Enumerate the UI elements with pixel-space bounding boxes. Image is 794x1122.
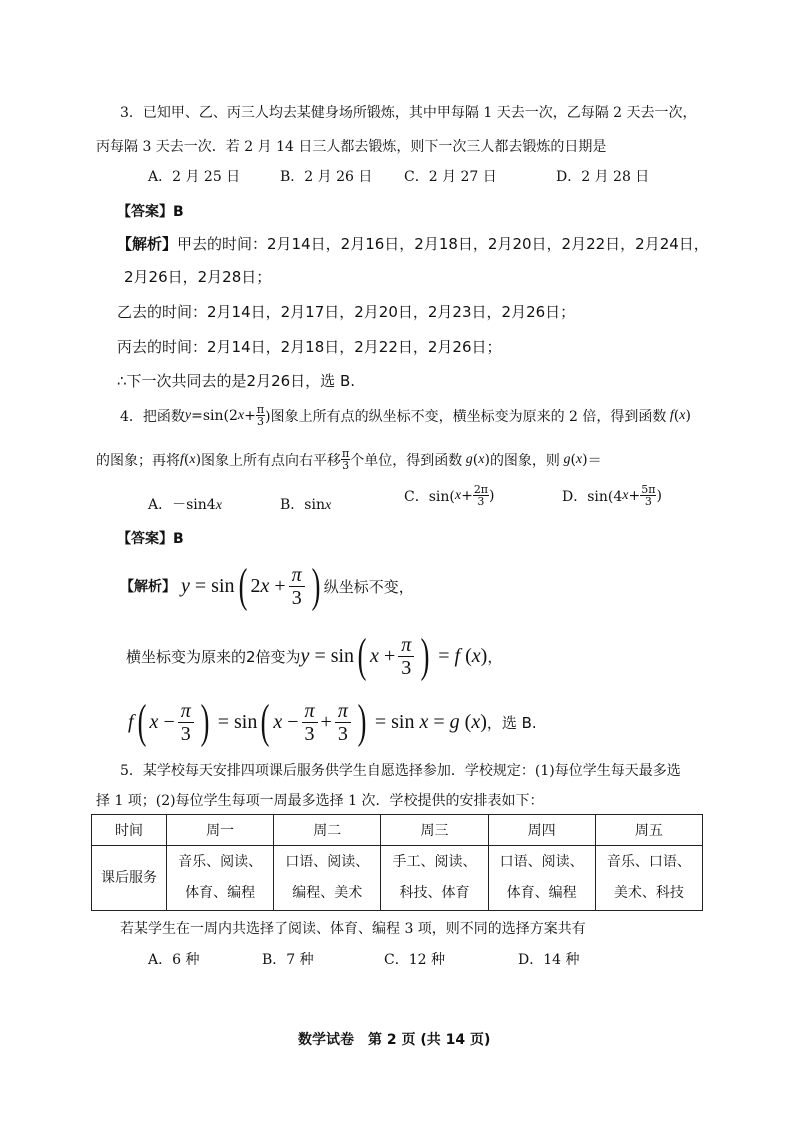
q5-option-b: B．7 种 bbox=[262, 952, 314, 968]
q4-answer bbox=[117, 528, 184, 548]
q3-stem-line2: 丙每隔 3 天去一次．若 2 月 14 日三人都去锻炼，则下一次三人都去锻炼的日期是 bbox=[96, 139, 607, 155]
table-header-cell: 时间 bbox=[92, 815, 167, 846]
table-header-cell: 周四 bbox=[488, 815, 595, 846]
q4-analysis-formula2: 横坐标变为原来的2倍变为 y = sin ( x + π 3 ) = f ( x ) ， bbox=[126, 629, 503, 682]
q4-option-b: B．sinx bbox=[280, 497, 332, 513]
q5-option-d: D．14 种 bbox=[518, 952, 580, 968]
table-header-cell: 周三 bbox=[381, 815, 488, 846]
analysis-label: 【解析】 bbox=[117, 235, 178, 253]
analysis-text: 甲去的时间：2月14日，2月16日，2月18日，2月20日，2月22日，2月24日， bbox=[177, 235, 709, 253]
q4-option-c: C．sin( x + $\frac{2\pi}{3}$ ) bbox=[404, 483, 495, 508]
q3-analysis-line4: 丙去的时间：2月14日，2月18日，2月22日，2月26日； bbox=[117, 338, 502, 356]
q3-analysis-line1 bbox=[117, 233, 709, 254]
q4-analysis-formula1: 【解析】 y = sin ( 2 x + π 3 ) 纵坐标不变， bbox=[120, 559, 414, 612]
q4-stem-line2: 的图象；再将 f ( x ) 图象上所有点向右平移 $\frac{\pi}{3}$ 个单位，得到函数 g ( x ) 的图象，则 g ( x ) ＝ bbox=[96, 447, 602, 472]
page-footer: 数学试卷 第 2 页 (共 14 页) bbox=[298, 1032, 491, 1048]
q4-option-a: A．－sin4x bbox=[148, 497, 222, 513]
table-cell: 口语、阅读、编程、美术 bbox=[274, 846, 381, 911]
q4-stem-line1: 4．把函数 y =sin(2 x + $\frac{\pi}{3}$ )图象上所有点的纵坐标不变，横坐标变为原来的 2 倍，得到函数 f ( x ) bbox=[120, 403, 691, 428]
table-header-cell: 周五 bbox=[595, 815, 702, 846]
q3-analysis-line5: ∴下一次共同去的是2月26日，选 B. bbox=[117, 372, 356, 390]
answer-label: 【答案】 bbox=[117, 531, 173, 547]
answer-label: 【答案】 bbox=[117, 204, 173, 220]
q3-option-d: D．2 月 28 日 bbox=[556, 169, 650, 185]
table-header-cell: 周一 bbox=[167, 815, 274, 846]
table-cell: 音乐、阅读、体育、编程 bbox=[167, 846, 274, 911]
table-cell: 口语、阅读、体育、编程 bbox=[488, 846, 595, 911]
q3-option-c: C．2 月 27 日 bbox=[404, 169, 497, 185]
q3-analysis-line2: 2月26日，2月28日； bbox=[124, 268, 272, 286]
table-row-label: 课后服务 bbox=[92, 846, 167, 911]
q3-answer bbox=[117, 201, 184, 221]
q5-option-a: A．6 种 bbox=[148, 952, 200, 968]
q3-analysis-line3: 乙去的时间：2月14日，2月17日，2月20日，2月23日，2月26日； bbox=[117, 303, 576, 321]
answer-value: B bbox=[173, 531, 184, 547]
q3-stem-line1: 3．已知甲、乙、丙三人均去某健身场所锻炼，其中甲每隔 1 天去一次，乙每隔 2 天去一次， bbox=[120, 105, 697, 121]
table-cell: 音乐、口语、美术、科技 bbox=[595, 846, 702, 911]
q5-question: 若某学生在一周内共选择了阅读、体育、编程 3 项，则不同的选择方案共有 bbox=[120, 921, 586, 937]
schedule-table bbox=[91, 814, 703, 911]
q4-option-d: D．sin(4 x + $\frac{5\pi}{3}$ ) bbox=[562, 483, 662, 508]
q5-stem-line2: 择 1 项；(2)每位学生每项一周最多选择 1 次．学校提供的安排表如下： bbox=[96, 793, 544, 809]
table-header-cell: 周二 bbox=[274, 815, 381, 846]
fraction: $\frac{\pi}{3}$ bbox=[256, 403, 265, 428]
fraction: $\frac{\pi}{3}$ bbox=[342, 447, 350, 472]
table-header-row bbox=[92, 815, 703, 846]
table-cell: 手工、阅读、科技、体育 bbox=[381, 846, 488, 911]
q3-option-b: B．2 月 26 日 bbox=[280, 169, 373, 185]
analysis-label: 【解析】 bbox=[120, 579, 176, 595]
answer-value: B bbox=[173, 204, 184, 220]
table-row bbox=[92, 846, 703, 911]
q5-option-c: C．12 种 bbox=[384, 952, 445, 968]
q4-analysis-formula3: f ( x − π 3 ) = sin ( x − π 3 + π 3 ) = sin x = g ( x ) ，选 B. bbox=[128, 695, 537, 748]
q3-option-a: A．2 月 25 日 bbox=[148, 169, 241, 185]
q5-stem-line1: 5．某学校每天安排四项课后服务供学生自愿选择参加．学校规定：(1)每位学生每天最多选 bbox=[120, 763, 681, 779]
